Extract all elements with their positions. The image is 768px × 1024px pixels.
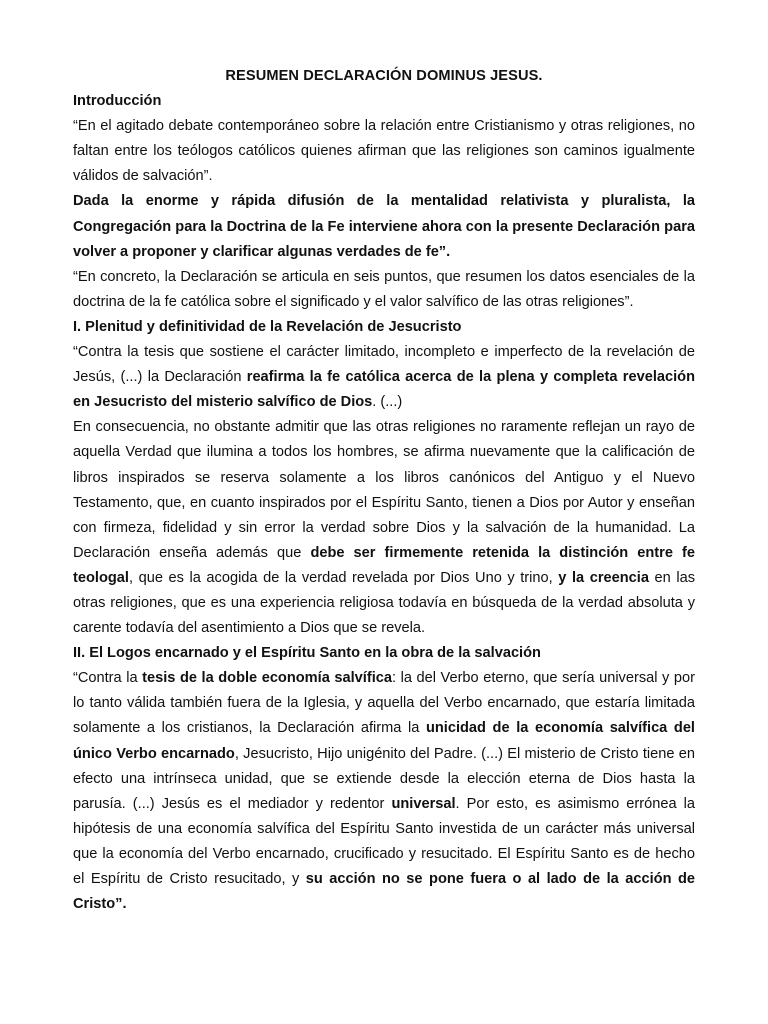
text-run: , Jesucristo, Hijo unigénito del Padre. (...) El misterio de Cristo tiene en efecto una intrínseca unidad, que se extiende desde la elección eterna de Dios hasta la parusía. (...) Jesús es el mediador y redentor bbox=[73, 745, 695, 812]
bold-run: unicidad de la economía salvífica del único Verbo encarnado bbox=[73, 720, 695, 762]
text-run: “Contra la tesis que sostiene el carácter limitado, incompleto e imperfecto de la revelación de Jesús, (...) la Declaración bbox=[73, 344, 695, 386]
bold-run: y la creencia bbox=[558, 569, 649, 586]
text-run: “Contra la bbox=[73, 670, 143, 687]
section-1-paragraph-2 bbox=[73, 415, 695, 641]
text-run: , que es la acogida de la verdad revelada por Dios Uno y trino, bbox=[128, 569, 559, 586]
bold-run: tesis de la doble economía salvífica bbox=[142, 670, 392, 687]
bold-run: su acción no se pone fuera o al lado de la acción de Cristo”. bbox=[73, 871, 695, 913]
bold-run: reafirma la fe católica acerca de la plena y completa revelación en Jesucristo del misterio salvífico de Dios bbox=[73, 369, 696, 411]
text-run: : la del Verbo eterno, que sería universal y por lo tanto válida también fuera de la Iglesia, y aquella del Verbo encarnado, que estaría limitada solamente a los cristianos, la Declaración afirma la bbox=[73, 670, 695, 737]
section-1-paragraph-1 bbox=[73, 340, 695, 415]
text-run: en las otras religiones, que es una experiencia religiosa todavía en búsqueda de la verdad absoluta y carente todavía del asentimiento a Dios que se revela. bbox=[73, 569, 695, 637]
section-1-heading: I. Plenitud y definitividad de la Revelación de Jesucristo bbox=[73, 318, 462, 335]
bold-run: universal bbox=[391, 795, 456, 812]
section-2-paragraph-1 bbox=[73, 666, 695, 917]
text-run: En consecuencia, no obstante admitir que las otras religiones no raramente reflejan un rayo de aquella Verdad que ilumina a todos los hombres, se afirma nuevamente que la calificación de libros inspirados se reserva solamente a los libros canónicos del Antiguo y el Nuevo Testamento, que, en cuanto inspirados por el Espíritu Santo, tienen a Dios por Autor y enseñan con firmeza, fidelidad y sin error la verdad sobre Dios y la salvación de la humanidad. La Declaración enseña además que bbox=[73, 419, 695, 561]
text-run: . (...) bbox=[372, 394, 403, 411]
text-run: . Por esto, es asimismo errónea la hipótesis de una economía salvífica del Espíritu Santo investida de un carácter más universal que la economía del Verbo encarnado, crucificado y resucitado. El Espíritu Santo es de hecho el Espíritu de Cristo resucitado, y bbox=[73, 795, 695, 887]
section-2-heading: II. El Logos encarnado y el Espíritu Santo en la obra de la salvación bbox=[73, 645, 541, 662]
intro-paragraph-1: “En el agitado debate contemporáneo sobre la relación entre Cristianismo y otras religiones, no faltan entre los teólogos católicos quienes afirman que las religiones son caminos igualmente válidos de salvación”. bbox=[73, 118, 695, 185]
document-title: RESUMEN DECLARACIÓN DOMINUS JESUS. bbox=[225, 68, 543, 84]
bold-run: debe ser firmemente retenida la distinción entre fe teologal bbox=[73, 544, 695, 586]
intro-paragraph-2: Dada la enorme y rápida difusión de la mentalidad relativista y pluralista, la Congregación para la Doctrina de la Fe interviene ahora con la presente Declaración para volver a proponer y clarificar algunas verdades de fe”. bbox=[73, 193, 695, 260]
intro-paragraph-3: “En concreto, la Declaración se articula en seis puntos, que resumen los datos esenciales de la doctrina de la fe católica sobre el significado y el valor salvífico de las otras religiones”. bbox=[73, 268, 695, 310]
intro-heading: Introducción bbox=[73, 93, 162, 110]
